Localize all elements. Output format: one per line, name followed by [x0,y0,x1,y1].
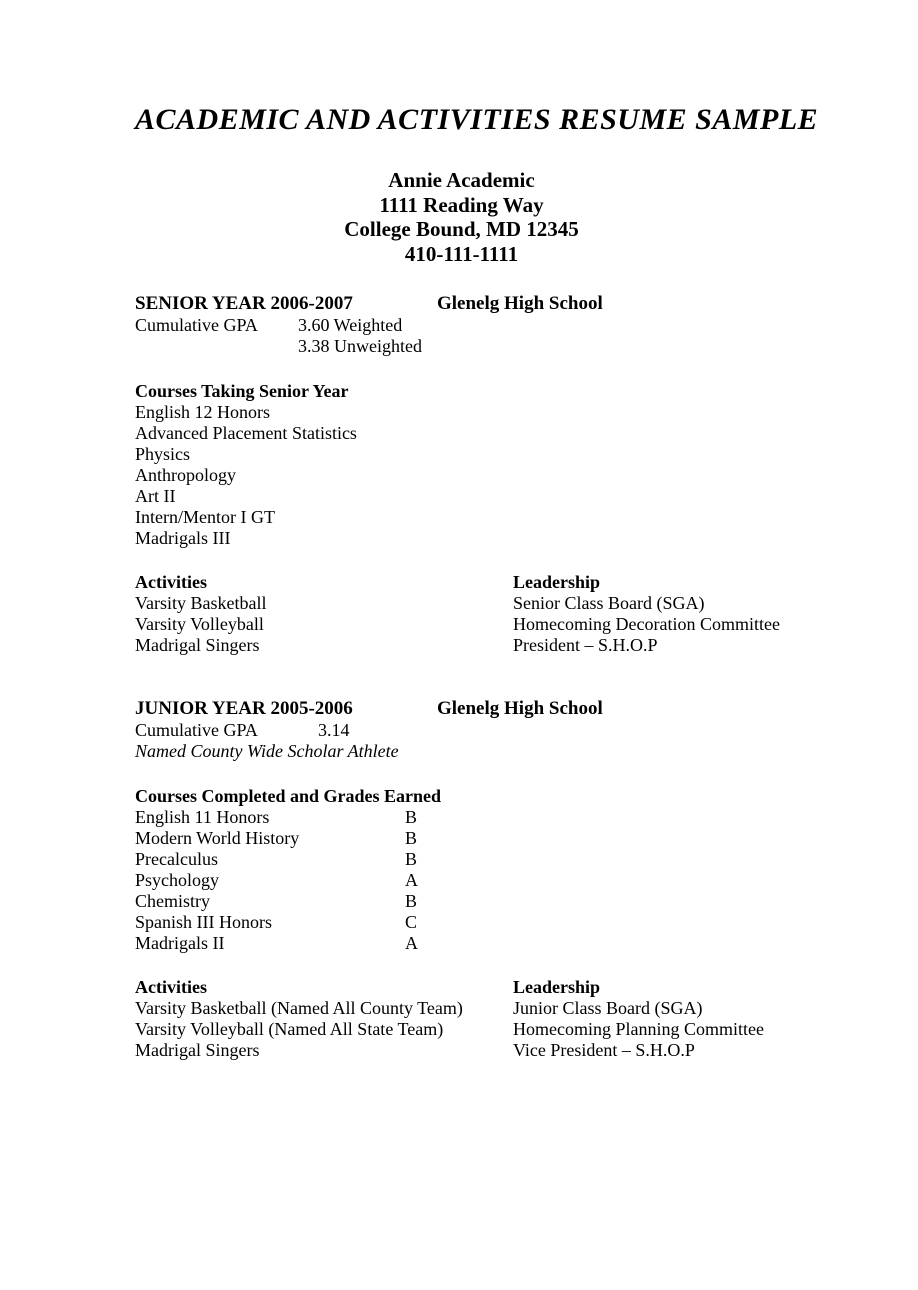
junior-course-row [135,891,788,912]
senior-course-item: Advanced Placement Statistics [135,423,357,443]
course-grade: B [405,849,418,869]
senior-course-item: Art II [135,486,176,506]
senior-activities-heading: Activities [135,572,207,592]
junior-leadership-column [513,977,788,1061]
senior-courses-heading: Courses Taking Senior Year [135,381,349,401]
senior-year-heading: SENIOR YEAR 2006-2007 [135,293,353,314]
contact-phone: 410-111-1111 [404,241,519,266]
junior-honor-note: Named County Wide Scholar Athlete [135,741,399,761]
course-name: Spanish III Honors [135,912,272,932]
senior-gpa-unweighted-value: 3.38 Unweighted [298,336,422,356]
junior-activity-item: Varsity Basketball (Named All County Team) [135,998,463,1018]
course-grade: B [405,828,418,848]
course-name: Precalculus [135,849,218,869]
contact-city-state-zip: College Bound, MD 12345 [344,217,579,241]
course-grade: B [405,807,418,827]
senior-gpa-row-weighted [135,315,788,336]
junior-activities-heading: Activities [135,977,207,997]
course-name: Modern World History [135,828,300,848]
junior-activity-item: Madrigal Singers [135,1040,260,1060]
senior-leadership-item: President – S.H.O.P [513,635,658,655]
course-grade: B [405,891,418,911]
senior-leadership-heading: Leadership [513,572,601,592]
contact-name: Annie Academic [388,168,535,192]
section-junior-year [135,698,788,1061]
junior-activities-leadership-row [135,977,788,1061]
junior-course-row [135,870,788,891]
junior-year-heading: JUNIOR YEAR 2005-2006 [135,698,353,719]
senior-gpa-label-spacer [135,336,298,357]
senior-course-item: Madrigals III [135,528,231,548]
senior-leadership-item: Homecoming Decoration Committee [513,614,780,634]
junior-course-row [135,828,788,849]
junior-gpa-label: Cumulative GPA [135,720,258,740]
senior-courses-block [135,381,788,549]
senior-gpa-label: Cumulative GPA [135,315,258,335]
course-name: Psychology [135,870,220,890]
junior-gpa-value: 3.14 [318,720,350,740]
senior-leadership-column [513,572,788,656]
course-grade: A [405,870,418,890]
senior-leadership-item: Senior Class Board (SGA) [513,593,705,613]
junior-course-row [135,912,788,933]
course-name: English 11 Honors [135,807,270,827]
senior-course-item: Anthropology [135,465,236,485]
resume-document-page [0,102,918,1290]
junior-leadership-item: Homecoming Planning Committee [513,1019,764,1039]
senior-activity-item: Madrigal Singers [135,635,260,655]
junior-leadership-item: Vice President – S.H.O.P [513,1040,695,1060]
junior-courses-heading: Courses Completed and Grades Earned [135,786,442,806]
junior-course-row [135,933,788,954]
junior-activity-item: Varsity Volleyball (Named All State Team) [135,1019,444,1039]
senior-activity-item: Varsity Basketball [135,593,267,613]
junior-year-header-row [135,698,788,720]
junior-school-name: Glenelg High School [437,698,603,719]
junior-course-row [135,807,788,828]
senior-school-name: Glenelg High School [437,293,603,314]
senior-activity-item: Varsity Volleyball [135,614,264,634]
course-grade: A [405,933,418,953]
course-name: Madrigals II [135,933,225,953]
senior-year-header-row [135,293,788,315]
junior-leadership-item: Junior Class Board (SGA) [513,998,703,1018]
course-grade: C [405,912,418,932]
senior-gpa-weighted-value: 3.60 Weighted [298,315,403,335]
document-title: ACADEMIC AND ACTIVITIES RESUME SAMPLE [135,103,819,136]
junior-course-row [135,849,788,870]
contact-block [135,168,788,266]
senior-gpa-row-unweighted [135,336,788,357]
senior-course-item: English 12 Honors [135,402,270,422]
junior-activities-column [135,977,513,1061]
senior-course-item: Physics [135,444,191,464]
senior-activities-column [135,572,513,656]
contact-street: 1111 Reading Way [379,192,544,217]
senior-activities-leadership-row [135,572,788,656]
senior-course-item: Intern/Mentor I GT [135,507,275,527]
junior-courses-block [135,786,788,954]
section-senior-year [135,293,788,656]
junior-gpa-row [135,720,788,741]
course-name: Chemistry [135,891,210,911]
junior-leadership-heading: Leadership [513,977,601,997]
